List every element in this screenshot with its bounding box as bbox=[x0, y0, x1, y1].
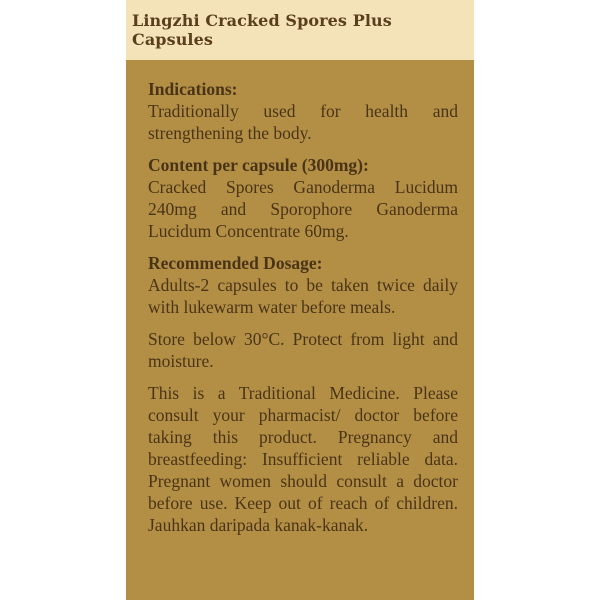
dosage-section bbox=[148, 252, 458, 318]
warning-text: This is a Traditional Medicine. Please consult your pharmacist/ doctor before taking this product. Pregnancy and breastfeeding: Insufficient reliable data. Pregnant women should consult a doctor before use. Keep out of reach of children. Jauhkan daripada kanak-kanak. bbox=[148, 383, 458, 535]
content-heading: Content per capsule (300mg): bbox=[148, 155, 369, 175]
product-title: Lingzhi Cracked Spores Plus Capsules bbox=[132, 11, 392, 49]
warning-section bbox=[148, 382, 458, 536]
dosage-heading: Recommended Dosage: bbox=[148, 253, 323, 273]
indications-heading: Indications: bbox=[148, 79, 238, 99]
content-section bbox=[148, 154, 458, 242]
storage-text: Store below 30°C. Protect from light and moisture. bbox=[148, 329, 458, 371]
dosage-text: Adults-2 capsules to be taken twice daily with lukewarm water before meals. bbox=[148, 275, 458, 317]
indications-section bbox=[148, 78, 458, 144]
storage-section bbox=[148, 328, 458, 372]
label-header bbox=[126, 0, 474, 60]
indications-text: Traditionally used for health and strengthening the body. bbox=[148, 101, 458, 143]
label-body bbox=[148, 78, 458, 546]
content-text: Cracked Spores Ganoderma Lucidum 240mg and Sporophore Ganoderma Lucidum Concentrate 60mg. bbox=[148, 177, 458, 241]
label-panel bbox=[126, 0, 474, 600]
